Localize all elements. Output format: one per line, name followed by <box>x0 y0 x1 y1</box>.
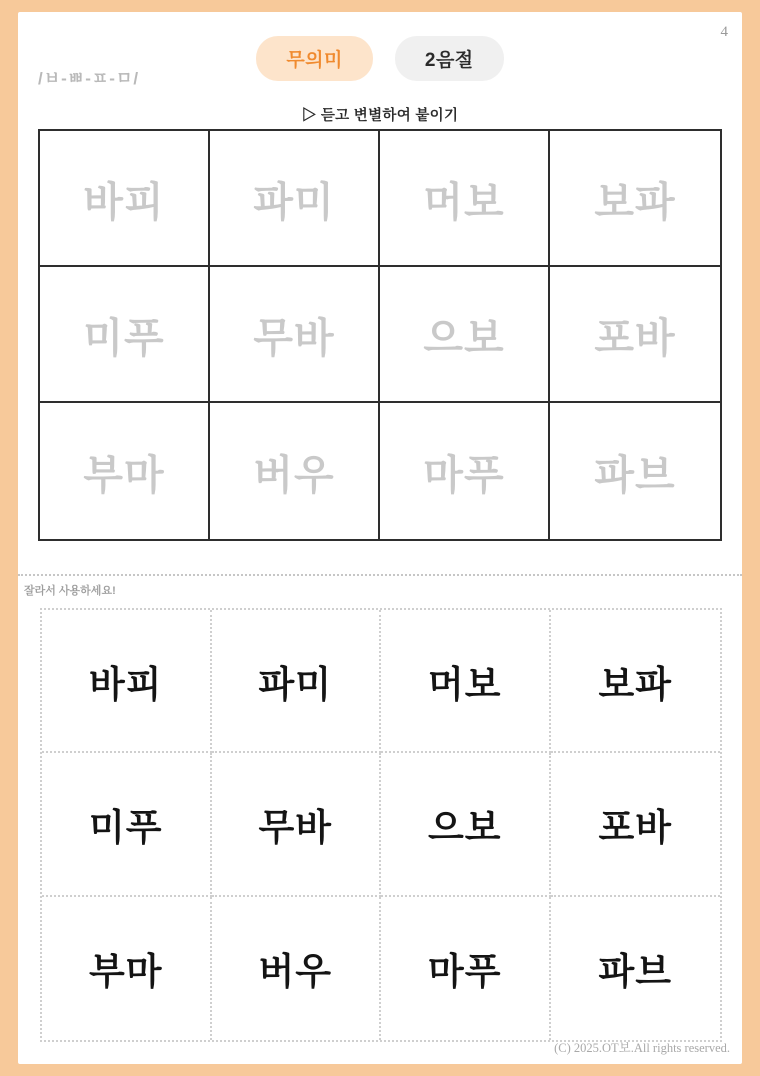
board-cell: 보파 <box>550 131 720 267</box>
cut-out-cards-grid <box>40 608 722 1042</box>
badge-syllable: 2음절 <box>395 36 504 81</box>
board-cell: 으보 <box>380 267 550 403</box>
card-cell: 보파 <box>551 610 721 753</box>
card-cell: 머보 <box>381 610 551 753</box>
card-cell: 파미 <box>212 610 382 753</box>
card-cell: 미푸 <box>42 753 212 896</box>
instruction-text: ▷ 듣고 변별하여 붙이기 <box>301 108 459 124</box>
card-cell: 마푸 <box>381 897 551 1040</box>
card-cell: 포바 <box>551 753 721 896</box>
card-cell: 부마 <box>42 897 212 1040</box>
board-cell: 포바 <box>550 267 720 403</box>
worksheet-page <box>18 12 742 1064</box>
board-cell: 마푸 <box>380 403 550 539</box>
card-cell: 파브 <box>598 951 672 993</box>
board-cell: 파브 <box>594 451 676 498</box>
card-cell: 으보 <box>381 753 551 896</box>
card-cell: 버우 <box>212 897 382 1040</box>
card-cell: 바피 <box>42 610 212 753</box>
board-cell: 바피 <box>40 131 210 267</box>
phoneme-label: /ㅂ-ㅃ-ㅍ-ㅁ/ <box>38 69 140 88</box>
page-number: 4 <box>720 24 728 40</box>
cut-instruction: 잘라서 사용하세요! <box>24 585 116 597</box>
copyright-text: (C) 2025.OT보.All rights reserved. <box>554 1041 730 1055</box>
answer-board-grid <box>38 129 722 541</box>
worksheet-header <box>18 12 742 130</box>
board-cell: 부마 <box>40 403 210 539</box>
board-cell: 머보 <box>380 131 550 267</box>
badge-meaning: 무의미 <box>256 36 373 81</box>
board-cell: 무바 <box>210 267 380 403</box>
board-cell: 미푸 <box>40 267 210 403</box>
pill-group <box>18 36 742 81</box>
cut-divider <box>18 574 742 576</box>
card-cell: 무바 <box>212 753 382 896</box>
board-cell: 버우 <box>210 403 380 539</box>
board-cell: 파미 <box>210 131 380 267</box>
